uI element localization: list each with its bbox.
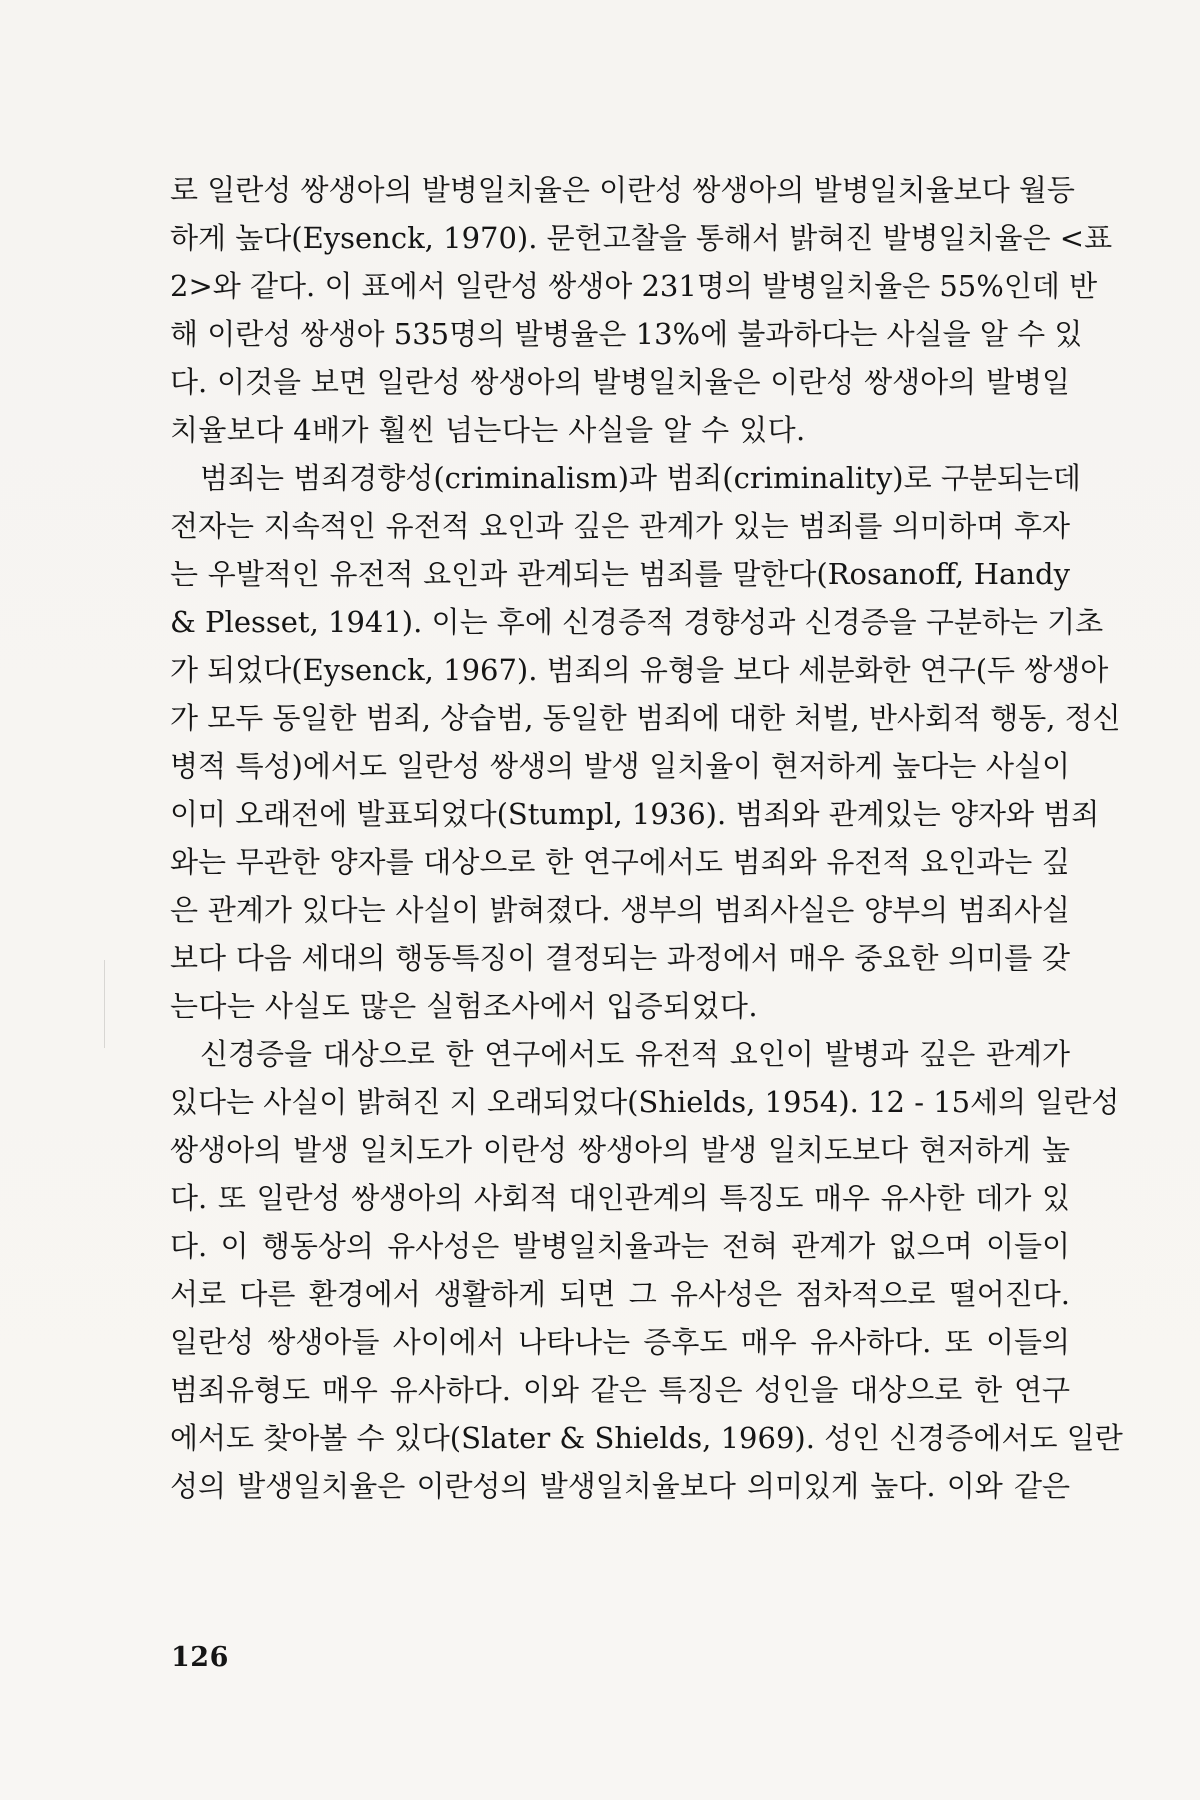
text-line-21: 쌍생아의 발생 일치도가 이란성 쌍생아의 발생 일치도보다 현저하게 높 (170, 1133, 1070, 1167)
text-line-12: 가 모두 동일한 범죄, 상습범, 동일한 범죄에 대한 처벌, 반사회적 행동, 정신 (170, 701, 1121, 735)
text-line-11: 가 되었다(Eysenck, 1967). 범죄의 유형을 보다 세분화한 연구(두 쌍생아 (170, 653, 1109, 687)
text-line-9: 는 우발적인 유전적 요인과 관계되는 범죄를 말한다(Rosanoff, Handy (170, 557, 1070, 591)
text-line-24: 서로 다른 환경에서 생활하게 되면 그 유사성은 점차적으로 떨어진다. (170, 1277, 1070, 1311)
text-line-18: 는다는 사실도 많은 실험조사에서 입증되었다. (170, 989, 758, 1023)
text-line-23: 다. 이 행동상의 유사성은 발병일치율과는 전혀 관계가 없으며 이들이 (170, 1229, 1070, 1263)
text-line-10: & Plesset, 1941). 이는 후에 신경증적 경향성과 신경증을 구분하는 기초 (170, 605, 1104, 639)
text-line-22: 다. 또 일란성 쌍생아의 사회적 대인관계의 특징도 매우 유사한 데가 있 (170, 1181, 1070, 1215)
text-line-19: 신경증을 대상으로 한 연구에서도 유전적 요인이 발병과 깊은 관계가 (200, 1037, 1070, 1071)
text-line-6: 치율보다 4배가 훨씬 넘는다는 사실을 알 수 있다. (170, 413, 806, 447)
text-line-27: 에서도 찾아볼 수 있다(Slater & Shields, 1969). 성인 신경증에서도 일란 (170, 1421, 1123, 1455)
scan-margin-mark (104, 960, 105, 1048)
text-line-25: 일란성 쌍생아들 사이에서 나타나는 증후도 매우 유사하다. 또 이들의 (170, 1325, 1070, 1359)
text-line-4: 해 이란성 쌍생아 535명의 발병율은 13%에 불과하다는 사실을 알 수 있 (170, 317, 1083, 351)
text-line-26: 범죄유형도 매우 유사하다. 이와 같은 특징은 성인을 대상으로 한 연구 (170, 1373, 1070, 1407)
text-line-7: 범죄는 범죄경향성(criminalism)과 범죄(criminality)로 구분되는데 (200, 461, 1081, 495)
text-line-5: 다. 이것을 보면 일란성 쌍생아의 발병일치율은 이란성 쌍생아의 발병일 (170, 365, 1070, 399)
text-line-13: 병적 특성)에서도 일란성 쌍생의 발생 일치율이 현저하게 높다는 사실이 (170, 749, 1070, 783)
text-line-2: 하게 높다(Eysenck, 1970). 문헌고찰을 통해서 밝혀진 발병일치율은 <표 (170, 221, 1113, 255)
text-line-8: 전자는 지속적인 유전적 요인과 깊은 관계가 있는 범죄를 의미하며 후자 (170, 509, 1070, 543)
text-line-3: 2>와 같다. 이 표에서 일란성 쌍생아 231명의 발병일치율은 55%인데 반 (170, 269, 1098, 303)
text-line-15: 와는 무관한 양자를 대상으로 한 연구에서도 범죄와 유전적 요인과는 깊 (170, 845, 1070, 879)
text-line-16: 은 관계가 있다는 사실이 밝혀졌다. 생부의 범죄사실은 양부의 범죄사실 (170, 893, 1070, 927)
text-line-20: 있다는 사실이 밝혀진 지 오래되었다(Shields, 1954). 12 - 15세의 일란성 (170, 1085, 1120, 1119)
page-number: 126 (171, 1642, 229, 1673)
text-line-1: 로 일란성 쌍생아의 발병일치율은 이란성 쌍생아의 발병일치율보다 월등 (170, 173, 1075, 207)
text-line-17: 보다 다음 세대의 행동특징이 결정되는 과정에서 매우 중요한 의미를 갖 (170, 941, 1070, 975)
text-line-14: 이미 오래전에 발표되었다(Stumpl, 1936). 범죄와 관계있는 양자와 범죄 (170, 797, 1100, 831)
text-line-28: 성의 발생일치율은 이란성의 발생일치율보다 의미있게 높다. 이와 같은 (170, 1469, 1070, 1503)
